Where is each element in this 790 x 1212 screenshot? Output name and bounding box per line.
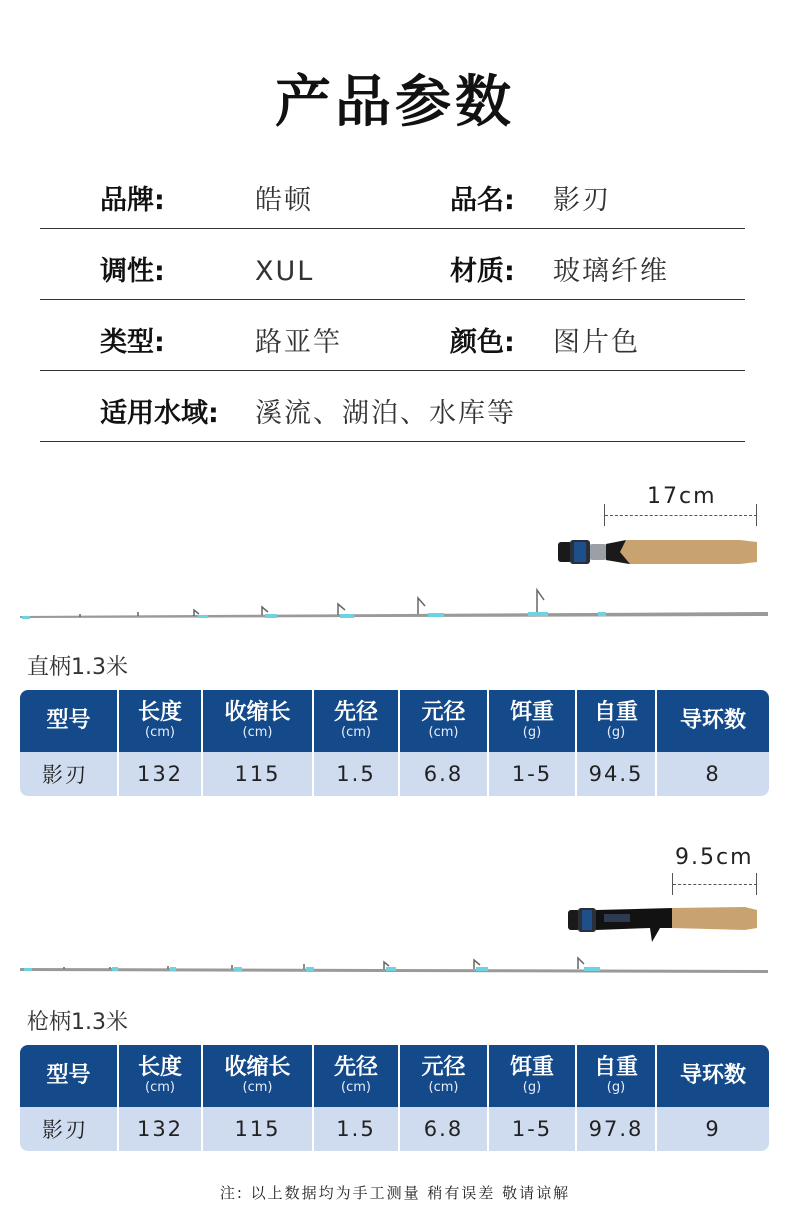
param-value-brand: 皓顿 — [255, 185, 313, 216]
param-value-type: 路亚竿 — [255, 327, 342, 358]
spinning-rod-illustration — [0, 480, 790, 640]
table-cell: 1-5 — [489, 1107, 577, 1151]
handle-length-label: 9.5cm — [675, 845, 754, 870]
casting-rod-drawing — [0, 840, 790, 990]
table-cell: 1.5 — [314, 1107, 400, 1151]
header-cell: 元径 (cm) — [400, 690, 489, 752]
param-value-name: 影刃 — [553, 185, 611, 216]
param-value-color: 图片色 — [553, 327, 640, 358]
table-cell: 6.8 — [400, 752, 489, 796]
table-cell: 8 — [705, 762, 721, 786]
param-value-action: XUL — [255, 256, 315, 287]
header-cell: 长度 (cm) — [119, 690, 203, 752]
product-params — [40, 158, 745, 442]
header-cell: 饵重 (g) — [489, 690, 577, 752]
table-cell: 6.8 — [400, 1107, 489, 1151]
header-cell: 导环数 — [679, 708, 746, 733]
casting-section-label: 枪柄1.3米 — [27, 1010, 128, 1035]
header-cell: 收缩长 (cm) — [203, 1045, 314, 1107]
table-cell: 94.5 — [577, 752, 657, 796]
page-title: 产品参数 — [275, 70, 515, 135]
spinning-rod-drawing — [0, 480, 790, 640]
table-cell: 影刃 — [20, 1107, 119, 1151]
table-cell: 115 — [203, 752, 314, 796]
header-cell: 自重 (g) — [577, 1045, 657, 1107]
casting-spec-table — [20, 1045, 769, 1151]
table-cell: 影刃 — [20, 752, 119, 796]
table-row — [20, 1107, 769, 1151]
header-cell: 型号 — [20, 690, 119, 752]
param-row-brand — [40, 158, 745, 229]
table-cell: 132 — [119, 1107, 203, 1151]
table-cell: 1.5 — [314, 752, 400, 796]
param-label-brand: 品牌: — [100, 185, 165, 216]
param-label-color: 颜色: — [450, 327, 515, 358]
param-row-type — [40, 300, 745, 371]
header-cell: 先径 (cm) — [314, 690, 400, 752]
table-cell: 115 — [203, 1107, 314, 1151]
param-label-type: 类型: — [100, 327, 165, 358]
spinning-section-label: 直柄1.3米 — [27, 655, 128, 680]
spec-header-row — [20, 690, 769, 752]
spec-header-row — [20, 1045, 769, 1107]
table-cell: 97.8 — [577, 1107, 657, 1151]
param-value-water: 溪流、湖泊、水库等 — [255, 398, 516, 429]
header-cell: 自重 (g) — [577, 690, 657, 752]
table-cell: 1-5 — [489, 752, 577, 796]
param-value-material: 玻璃纤维 — [553, 256, 669, 287]
param-label-water: 适用水域: — [100, 398, 219, 429]
param-row-water — [40, 371, 745, 442]
header-cell: 收缩长 (cm) — [203, 690, 314, 752]
header-cell: 导环数 — [679, 1063, 746, 1088]
spinning-spec-table — [20, 690, 769, 796]
table-row — [20, 752, 769, 796]
param-row-action — [40, 229, 745, 300]
handle-length-label: 17cm — [647, 484, 717, 509]
param-label-action: 调性: — [100, 256, 165, 287]
header-cell: 型号 — [20, 1045, 119, 1107]
table-cell: 9 — [705, 1117, 721, 1141]
header-cell: 先径 (cm) — [314, 1045, 400, 1107]
footnote: 注: 以上数据均为手工测量 稍有误差 敬请谅解 — [219, 1184, 571, 1202]
table-cell: 132 — [119, 752, 203, 796]
header-cell: 长度 (cm) — [119, 1045, 203, 1107]
param-label-material: 材质: — [450, 256, 515, 287]
casting-rod-illustration — [0, 840, 790, 990]
header-cell: 饵重 (g) — [489, 1045, 577, 1107]
param-label-name: 品名: — [450, 185, 515, 216]
header-cell: 元径 (cm) — [400, 1045, 489, 1107]
